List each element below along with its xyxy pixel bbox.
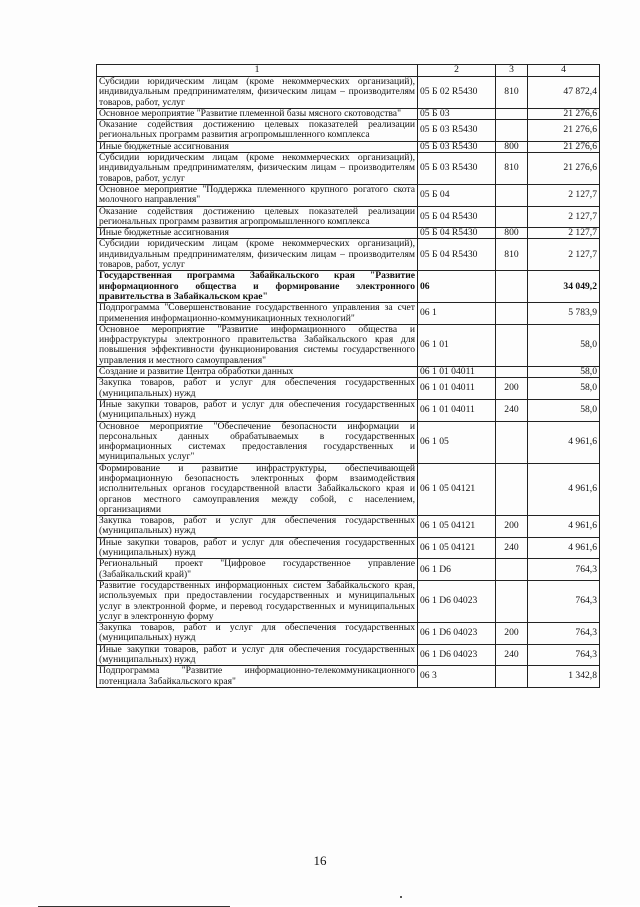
- table-row: [97, 184, 600, 206]
- row-expense-type-cell: [496, 324, 528, 366]
- row-code-cell: 06 1 01: [418, 324, 496, 366]
- row-expense-type-cell: 810: [496, 77, 528, 109]
- table-row: [97, 559, 600, 581]
- row-code-cell: 05 Б 03: [418, 108, 496, 119]
- row-sum-cell: 58,0: [528, 378, 600, 400]
- table-row: [97, 580, 600, 622]
- row-name-cell: Оказание содействия достижению целевых показателей реализации региональных программ развития агропромышленного комплекса: [97, 120, 418, 142]
- row-expense-type-cell: 810: [496, 153, 528, 185]
- row-name-cell: Закупка товаров, работ и услуг для обеспечения государственных (муниципальных) нужд: [97, 378, 418, 400]
- table-row: [97, 303, 600, 325]
- scan-speck: [400, 896, 402, 898]
- row-code-cell: 06: [418, 271, 496, 303]
- row-expense-type-cell: 810: [496, 239, 528, 271]
- table-row: [97, 463, 600, 515]
- row-expense-type-cell: [496, 271, 528, 303]
- row-expense-type-cell: 200: [496, 516, 528, 538]
- row-name-cell: Иные закупки товаров, работ и услуг для обеспечения государственных (муниципальных) нужд: [97, 644, 418, 666]
- row-name-cell: Создание и развитие Центра обработки данных: [97, 367, 418, 378]
- table-row: [97, 623, 600, 645]
- row-sum-cell: 764,3: [528, 623, 600, 645]
- row-expense-type-cell: [496, 206, 528, 228]
- page-number: 16: [313, 853, 327, 868]
- row-sum-cell: 764,3: [528, 580, 600, 622]
- row-code-cell: 05 Б 04 R5430: [418, 228, 496, 239]
- row-code-cell: 06 1 D6: [418, 559, 496, 581]
- column-header-1: 1: [97, 65, 418, 77]
- row-sum-cell: 58,0: [528, 324, 600, 366]
- table-row: [97, 153, 600, 185]
- row-code-cell: 05 Б 04 R5430: [418, 206, 496, 228]
- column-header-4: 4: [528, 65, 600, 77]
- row-sum-cell: 764,3: [528, 644, 600, 666]
- row-sum-cell: 58,0: [528, 367, 600, 378]
- row-name-cell: Оказание содействия достижению целевых показателей реализации региональных программ развития агропромышленного комплекса: [97, 206, 418, 228]
- row-name-cell: Иные бюджетные ассигнования: [97, 228, 418, 239]
- row-sum-cell: 4 961,6: [528, 463, 600, 515]
- row-expense-type-cell: [496, 120, 528, 142]
- row-expense-type-cell: 800: [496, 228, 528, 239]
- row-name-cell: Иные закупки товаров, работ и услуг для обеспечения государственных (муниципальных) нужд: [97, 399, 418, 421]
- row-code-cell: 06 1 05: [418, 421, 496, 463]
- row-code-cell: 06 1: [418, 303, 496, 325]
- row-code-cell: 05 Б 04: [418, 184, 496, 206]
- row-code-cell: 06 1 D6 04023: [418, 580, 496, 622]
- row-name-cell: Развитие государственных информационных систем Забайкальского края, используемых при предоставлении государственных и муниципальных услуг в электронной форме, и перевод государственных и муниципальных услуг в электронную форму: [97, 580, 418, 622]
- row-sum-cell: 21 276,6: [528, 153, 600, 185]
- column-header-2: 2: [418, 65, 496, 77]
- row-name-cell: Подпрограмма "Совершенствование государственного управления за счет применения информационно-коммуникационных технологий": [97, 303, 418, 325]
- row-expense-type-cell: [496, 559, 528, 581]
- row-sum-cell: 4 961,6: [528, 516, 600, 538]
- table-row: [97, 516, 600, 538]
- row-sum-cell: 1 342,8: [528, 666, 600, 688]
- row-name-cell: Закупка товаров, работ и услуг для обеспечения государственных (муниципальных) нужд: [97, 623, 418, 645]
- row-code-cell: 06 1 05 04121: [418, 537, 496, 559]
- row-name-cell: Государственная программа Забайкальского края "Развитие информационного общества и формирование электронного правительства в Забайкальском крае": [97, 271, 418, 303]
- row-sum-cell: 47 872,4: [528, 77, 600, 109]
- row-sum-cell: 2 127,7: [528, 228, 600, 239]
- row-expense-type-cell: [496, 463, 528, 515]
- row-expense-type-cell: 200: [496, 378, 528, 400]
- row-name-cell: Региональный проект "Цифровое государственное управление (Забайкальский край)": [97, 559, 418, 581]
- row-code-cell: 06 1 05 04121: [418, 516, 496, 538]
- row-sum-cell: 764,3: [528, 559, 600, 581]
- row-code-cell: 05 Б 03 R5430: [418, 120, 496, 142]
- row-name-cell: Субсидии юридическим лицам (кроме некоммерческих организаций), индивидуальным предпринимателям, физическим лицам – производителям товаров, работ, услуг: [97, 239, 418, 271]
- row-name-cell: Основное мероприятие "Развитие племенной базы мясного скотоводства": [97, 108, 418, 119]
- row-expense-type-cell: [496, 303, 528, 325]
- row-code-cell: 05 Б 03 R5430: [418, 153, 496, 185]
- row-code-cell: 05 Б 02 R5430: [418, 77, 496, 109]
- table-row: [97, 206, 600, 228]
- row-expense-type-cell: [496, 666, 528, 688]
- table-row: [97, 644, 600, 666]
- budget-table: [96, 64, 600, 688]
- row-expense-type-cell: [496, 184, 528, 206]
- row-code-cell: 06 1 01 04011: [418, 399, 496, 421]
- row-name-cell: Субсидии юридическим лицам (кроме некоммерческих организаций), индивидуальным предпринимателям, физическим лицам – производителям товаров, работ, услуг: [97, 77, 418, 109]
- row-expense-type-cell: [496, 108, 528, 119]
- row-expense-type-cell: [496, 421, 528, 463]
- table-row: [97, 108, 600, 119]
- row-expense-type-cell: 240: [496, 399, 528, 421]
- table-row: [97, 239, 600, 271]
- row-name-cell: Иные бюджетные ассигнования: [97, 141, 418, 152]
- row-expense-type-cell: 240: [496, 537, 528, 559]
- table-row: [97, 378, 600, 400]
- table-row: [97, 141, 600, 152]
- row-name-cell: Субсидии юридическим лицам (кроме некоммерческих организаций), индивидуальным предпринимателям, физическим лицам – производителям товаров, работ, услуг: [97, 153, 418, 185]
- row-code-cell: 06 1 D6 04023: [418, 644, 496, 666]
- row-sum-cell: 2 127,7: [528, 184, 600, 206]
- row-sum-cell: 21 276,6: [528, 120, 600, 142]
- table-row: [97, 77, 600, 109]
- row-name-cell: Закупка товаров, работ и услуг для обеспечения государственных (муниципальных) нужд: [97, 516, 418, 538]
- table-row: [97, 271, 600, 303]
- row-name-cell: Иные закупки товаров, работ и услуг для обеспечения государственных (муниципальных) нужд: [97, 537, 418, 559]
- row-name-cell: Подпрограмма "Развитие информационно-телекоммуникационного потенциала Забайкальского края": [97, 666, 418, 688]
- row-sum-cell: 4 961,6: [528, 421, 600, 463]
- row-name-cell: Основное мероприятие "Поддержка племенного крупного рогатого скота молочного направления": [97, 184, 418, 206]
- table-row: [97, 228, 600, 239]
- table-row: [97, 120, 600, 142]
- row-sum-cell: 5 783,9: [528, 303, 600, 325]
- row-name-cell: Основное мероприятие "Развитие информационного общества и инфраструктуры электронного правительства Забайкальского края для повышения эффективности функционирования системы государственного управления и местного самоуправления": [97, 324, 418, 366]
- row-name-cell: Основное мероприятие "Обеспечение безопасности информации и персональных данных обрабатываемых в государственных информационных системах предоставления государственных и муниципальных услуг": [97, 421, 418, 463]
- table-header-row: [97, 65, 600, 77]
- row-expense-type-cell: 200: [496, 623, 528, 645]
- row-name-cell: Формирование и развитие инфраструктуры, обеспечивающей информационную безопасность электронных форм взаимодействия исполнительных органов государственной власти Забайкальского края и органов местного самоуправления между собой, с населением, организациями: [97, 463, 418, 515]
- row-sum-cell: 21 276,6: [528, 141, 600, 152]
- row-expense-type-cell: 240: [496, 644, 528, 666]
- table-row: [97, 421, 600, 463]
- row-code-cell: 06 3: [418, 666, 496, 688]
- row-sum-cell: 21 276,6: [528, 108, 600, 119]
- table-row: [97, 324, 600, 366]
- row-sum-cell: 2 127,7: [528, 206, 600, 228]
- row-code-cell: 06 1 01 04011: [418, 378, 496, 400]
- row-code-cell: 05 Б 03 R5430: [418, 141, 496, 152]
- row-sum-cell: 58,0: [528, 399, 600, 421]
- row-sum-cell: 4 961,6: [528, 537, 600, 559]
- row-expense-type-cell: [496, 580, 528, 622]
- table-row: [97, 537, 600, 559]
- column-header-3: 3: [496, 65, 528, 77]
- row-code-cell: 06 1 05 04121: [418, 463, 496, 515]
- row-code-cell: 05 Б 04 R5430: [418, 239, 496, 271]
- row-expense-type-cell: [496, 367, 528, 378]
- row-code-cell: 06 1 D6 04023: [418, 623, 496, 645]
- row-expense-type-cell: 800: [496, 141, 528, 152]
- row-code-cell: 06 1 01 04011: [418, 367, 496, 378]
- row-sum-cell: 2 127,7: [528, 239, 600, 271]
- table-row: [97, 399, 600, 421]
- row-sum-cell: 34 049,2: [528, 271, 600, 303]
- table-row: [97, 367, 600, 378]
- table-row: [97, 666, 600, 688]
